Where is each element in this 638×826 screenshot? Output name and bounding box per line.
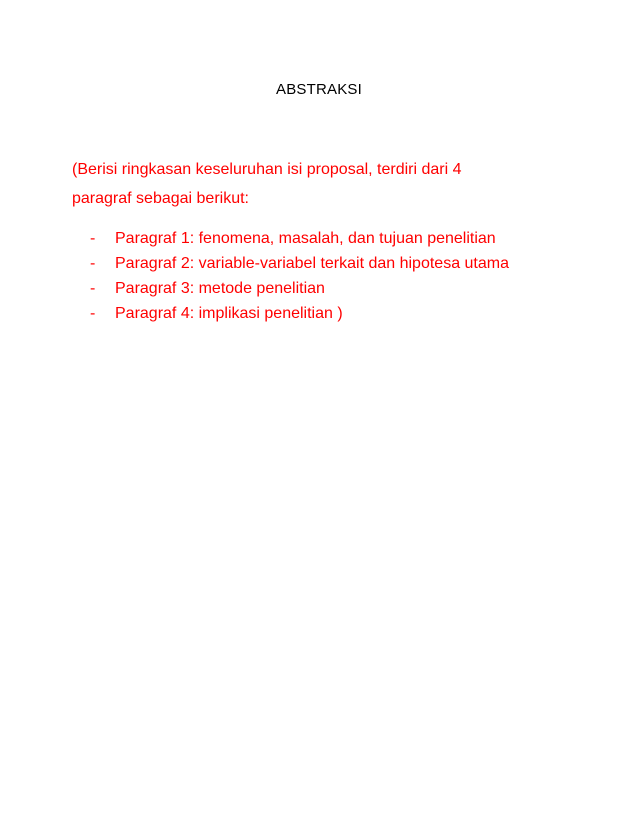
- intro-line-1: (Berisi ringkasan keseluruhan isi proposal, terdiri dari 4: [72, 161, 462, 178]
- list-item-text: Paragraf 3: metode penelitian: [115, 280, 325, 297]
- list-item: [90, 251, 560, 276]
- bullet-dash: -: [90, 305, 96, 322]
- list-item-text: Paragraf 2: variable-variabel terkait dan hipotesa utama: [115, 255, 509, 272]
- intro-paragraph: [72, 155, 572, 213]
- intro-line-2: paragraf sebagai berikut:: [72, 190, 249, 207]
- paragraph-list: [90, 226, 560, 326]
- list-item: [90, 276, 560, 301]
- page-title: ABSTRAKSI: [276, 81, 362, 98]
- list-item-text: Paragraf 4: implikasi penelitian ): [115, 305, 343, 322]
- bullet-dash: -: [90, 230, 96, 247]
- bullet-dash: -: [90, 255, 96, 272]
- list-item: [90, 226, 560, 251]
- list-item: [90, 301, 560, 326]
- list-item-text: Paragraf 1: fenomena, masalah, dan tujuan penelitian: [115, 230, 496, 247]
- bullet-dash: -: [90, 280, 96, 297]
